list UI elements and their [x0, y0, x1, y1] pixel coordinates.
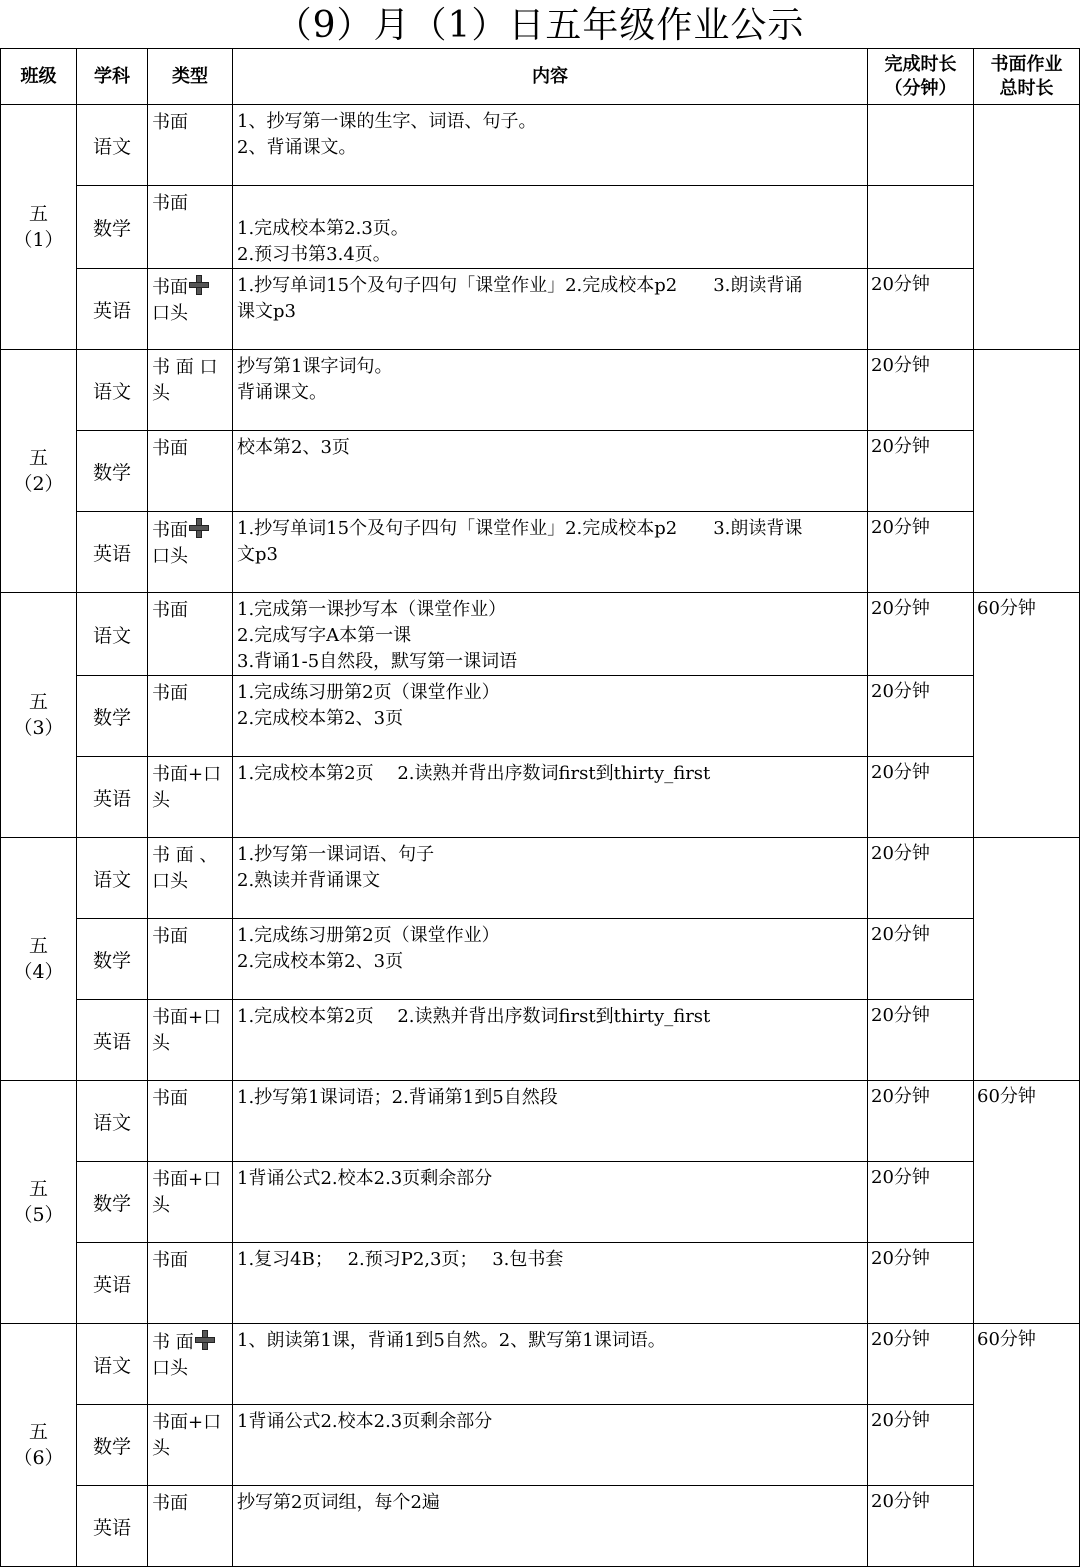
content-line: 2.完成写字A本第一课	[237, 625, 412, 646]
type-label: 书面+口头	[152, 1007, 222, 1054]
class-number: （3）	[13, 717, 64, 739]
header-class: 班级	[1, 49, 77, 105]
content-cell	[233, 1486, 868, 1567]
type-cell	[148, 1486, 233, 1567]
type-cell	[148, 838, 233, 919]
content-line: 2.预习书第3.4页。	[237, 244, 391, 265]
content-cell	[233, 1162, 868, 1243]
content-line: 1背诵公式2.校本2.3页剩余部分	[237, 1168, 493, 1189]
content-cell	[233, 1243, 868, 1324]
duration-cell: 20分钟	[868, 1324, 974, 1405]
type-cell	[148, 1081, 233, 1162]
type-label: 书 面	[152, 1332, 194, 1353]
content-cell	[233, 676, 868, 757]
type-cell	[148, 757, 233, 838]
type-cell	[148, 1000, 233, 1081]
subject-cell: 语文	[77, 838, 148, 919]
total-duration-cell	[974, 105, 1080, 350]
content-cell	[233, 350, 868, 431]
duration-cell: 20分钟	[868, 1000, 974, 1081]
class-grade: 五	[28, 1421, 48, 1443]
duration-cell: 20分钟	[868, 269, 974, 350]
duration-cell: 20分钟	[868, 757, 974, 838]
content-cell	[233, 757, 868, 838]
subject-cell: 英语	[77, 1243, 148, 1324]
class-grade: 五	[28, 447, 48, 469]
content-line: 1.抄写第1课词语；2.背诵第1到5自然段	[237, 1087, 558, 1108]
content-line: 2、背诵课文。	[237, 137, 357, 158]
type-label: 书面	[152, 926, 188, 947]
subject-cell: 英语	[77, 269, 148, 350]
header-duration-line1: 完成时长	[884, 53, 957, 75]
subject-cell: 英语	[77, 1000, 148, 1081]
type-cell	[148, 1324, 233, 1405]
content-line: 1、抄写第一课的生字、词语、句子。	[237, 111, 537, 132]
class-grade: 五	[28, 1178, 48, 1200]
subject-cell: 语文	[77, 1081, 148, 1162]
total-duration-cell: 60分钟	[974, 593, 1080, 838]
table-row	[1, 676, 1080, 757]
page-title: （9）月（1）日五年级作业公示	[275, 5, 805, 46]
class-cell	[1, 838, 77, 1081]
header-total	[974, 49, 1080, 105]
type-cell	[148, 186, 233, 269]
type-cell	[148, 269, 233, 350]
type-label-second: 口头	[152, 546, 188, 567]
content-line: 校本第2、3页	[237, 437, 350, 458]
class-number: （5）	[13, 1204, 64, 1226]
class-grade: 五	[28, 691, 48, 713]
content-cell	[233, 593, 868, 676]
type-cell	[148, 512, 233, 593]
class-cell	[1, 350, 77, 593]
type-label: 书面+口头	[152, 1412, 222, 1459]
class-number: （4）	[13, 961, 64, 983]
table-row	[1, 838, 1080, 919]
table-body	[1, 105, 1080, 1567]
content-cell	[233, 512, 868, 593]
content-line	[237, 190, 863, 216]
content-line: 课文p3	[237, 301, 296, 322]
table-row	[1, 757, 1080, 838]
type-cell	[148, 676, 233, 757]
header-total-line2: 总时长	[999, 77, 1054, 99]
type-label: 书面	[152, 112, 188, 133]
header-type: 类型	[148, 49, 233, 105]
type-label: 书面+口头	[152, 1169, 222, 1216]
class-number: （2）	[13, 473, 64, 495]
table-row	[1, 1486, 1080, 1567]
type-cell	[148, 1162, 233, 1243]
duration-cell: 20分钟	[868, 1405, 974, 1486]
subject-cell: 语文	[77, 105, 148, 186]
table-row	[1, 1243, 1080, 1324]
subject-cell: 英语	[77, 1486, 148, 1567]
duration-cell: 20分钟	[868, 1081, 974, 1162]
content-cell	[233, 1405, 868, 1486]
duration-cell: 20分钟	[868, 431, 974, 512]
type-cell	[148, 1243, 233, 1324]
duration-cell: 20分钟	[868, 1243, 974, 1324]
content-line: 抄写第1课字词句。	[237, 356, 393, 377]
header-subject: 学科	[77, 49, 148, 105]
table-row	[1, 431, 1080, 512]
table-row	[1, 593, 1080, 676]
type-label: 书面	[152, 683, 188, 704]
type-label: 书 面 、口头	[152, 845, 218, 892]
subject-cell: 数学	[77, 676, 148, 757]
content-line: 1.完成校本第2页 2.读熟并背出序数词first到thirty_first	[237, 1006, 711, 1027]
content-line: 2.完成校本第2、3页	[237, 951, 404, 972]
total-duration-cell: 60分钟	[974, 1081, 1080, 1324]
type-label: 书面	[152, 438, 188, 459]
content-cell	[233, 1081, 868, 1162]
header-row	[1, 49, 1080, 105]
duration-cell	[868, 105, 974, 186]
class-number: （6）	[13, 1447, 64, 1469]
content-line: 1.抄写单词15个及句子四句「课堂作业」2.完成校本p2 3.朗读背诵	[237, 275, 803, 296]
duration-cell: 20分钟	[868, 919, 974, 1000]
content-line: 2.熟读并背诵课文	[237, 870, 381, 891]
subject-cell: 语文	[77, 350, 148, 431]
table-row	[1, 1081, 1080, 1162]
content-line: 抄写第2页词组，每个2遍	[237, 1492, 440, 1513]
class-grade: 五	[28, 203, 48, 225]
content-cell	[233, 186, 868, 269]
duration-cell	[868, 186, 974, 269]
class-grade: 五	[28, 935, 48, 957]
content-line: 文p3	[237, 544, 278, 565]
class-number: （1）	[13, 229, 64, 251]
content-line: 1背诵公式2.校本2.3页剩余部分	[237, 1411, 493, 1432]
duration-cell: 20分钟	[868, 1162, 974, 1243]
content-line: 2.完成校本第2、3页	[237, 708, 404, 729]
content-line: 1.抄写单词15个及句子四句「课堂作业」2.完成校本p2 3.朗读背课	[237, 518, 803, 539]
table-row	[1, 186, 1080, 269]
table-row	[1, 350, 1080, 431]
total-duration-cell: 60分钟	[974, 1324, 1080, 1567]
type-label: 书面	[152, 277, 188, 298]
subject-cell: 数学	[77, 186, 148, 269]
type-label: 书 面 口头	[152, 357, 218, 404]
subject-cell: 数学	[77, 919, 148, 1000]
table-row	[1, 269, 1080, 350]
content-cell	[233, 1324, 868, 1405]
type-cell	[148, 105, 233, 186]
table-row	[1, 919, 1080, 1000]
content-line: 1.复习4B； 2.预习P2,3页； 3.包书套	[237, 1249, 564, 1270]
content-cell	[233, 269, 868, 350]
type-label-second: 口头	[152, 1358, 188, 1379]
type-label: 书面	[152, 520, 188, 541]
content-cell	[233, 105, 868, 186]
duration-cell: 20分钟	[868, 512, 974, 593]
type-cell	[148, 1405, 233, 1486]
type-label-second: 口头	[152, 303, 188, 324]
class-cell	[1, 105, 77, 350]
type-label: 书面	[152, 600, 188, 621]
header-content: 内容	[233, 49, 868, 105]
content-line: 背诵课文。	[237, 382, 327, 403]
table-row	[1, 1324, 1080, 1405]
content-line: 1.完成练习册第2页（课堂作业）	[237, 925, 500, 946]
content-line: 1.完成练习册第2页（课堂作业）	[237, 682, 500, 703]
plus-icon	[188, 274, 210, 296]
content-cell	[233, 1000, 868, 1081]
table-row	[1, 512, 1080, 593]
table-row	[1, 105, 1080, 186]
type-cell	[148, 350, 233, 431]
subject-cell: 数学	[77, 1162, 148, 1243]
content-cell	[233, 431, 868, 512]
subject-cell: 数学	[77, 1405, 148, 1486]
duration-cell: 20分钟	[868, 593, 974, 676]
subject-cell: 英语	[77, 512, 148, 593]
duration-cell: 20分钟	[868, 350, 974, 431]
header-duration-line2: （分钟）	[884, 77, 957, 99]
class-cell	[1, 1081, 77, 1324]
content-line: 1.完成第一课抄写本（课堂作业）	[237, 599, 507, 620]
type-label: 书面+口头	[152, 764, 222, 811]
type-cell	[148, 593, 233, 676]
class-cell	[1, 1324, 77, 1567]
content-line: 1.抄写第一课词语、句子	[237, 844, 435, 865]
content-line: 1.完成校本第2页 2.读熟并背出序数词first到thirty_first	[237, 763, 711, 784]
content-line: 1、朗读第1课，背诵1到5自然。2、默写第1课词语。	[237, 1330, 666, 1351]
subject-cell: 数学	[77, 431, 148, 512]
type-cell	[148, 431, 233, 512]
table-row	[1, 1405, 1080, 1486]
type-label: 书面	[152, 1250, 188, 1271]
plus-icon	[194, 1329, 216, 1351]
homework-table	[0, 48, 1080, 1567]
header-total-line1: 书面作业	[990, 53, 1063, 75]
subject-cell: 语文	[77, 1324, 148, 1405]
total-duration-cell	[974, 350, 1080, 593]
content-line: 1.完成校本第2.3页。	[237, 218, 409, 239]
content-cell	[233, 838, 868, 919]
subject-cell: 语文	[77, 593, 148, 676]
type-label: 书面	[152, 1088, 188, 1109]
duration-cell: 20分钟	[868, 838, 974, 919]
type-label: 书面	[152, 1493, 188, 1514]
subject-cell: 英语	[77, 757, 148, 838]
table-row	[1, 1162, 1080, 1243]
duration-cell: 20分钟	[868, 1486, 974, 1567]
type-label: 书面	[152, 193, 188, 214]
header-duration	[868, 49, 974, 105]
class-cell	[1, 593, 77, 838]
duration-cell: 20分钟	[868, 676, 974, 757]
table-row	[1, 1000, 1080, 1081]
plus-icon	[188, 517, 210, 539]
content-cell	[233, 919, 868, 1000]
total-duration-cell	[974, 838, 1080, 1081]
content-line: 3.背诵1-5自然段，默写第一课词语	[237, 651, 518, 672]
type-cell	[148, 919, 233, 1000]
